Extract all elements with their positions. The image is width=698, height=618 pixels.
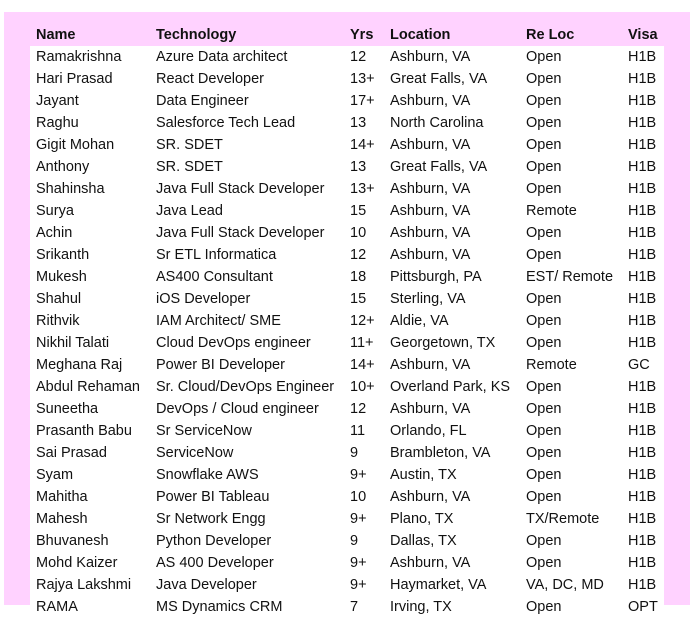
cell-location: Ashburn, VA (390, 555, 471, 571)
cell-years: 18 (350, 269, 367, 285)
cell-relocation: Open (526, 379, 562, 395)
cell-technology: Java Lead (156, 203, 223, 219)
cell-technology: Salesforce Tech Lead (156, 115, 296, 131)
table-row (30, 574, 664, 596)
cell-visa: H1B (628, 555, 657, 571)
cell-relocation: Open (526, 401, 562, 417)
cell-location: Irving, TX (390, 599, 452, 615)
cell-visa: H1B (628, 489, 657, 505)
cell-location: Ashburn, VA (390, 357, 471, 373)
cell-visa: H1B (628, 291, 657, 307)
cell-name: Nikhil Talati (36, 335, 110, 351)
cell-location: Great Falls, VA (390, 71, 488, 87)
cell-years: 9+ (350, 577, 367, 593)
table-row (30, 442, 664, 464)
cell-relocation: Open (526, 555, 562, 571)
table-row (30, 332, 664, 354)
table-row (30, 596, 664, 618)
cell-relocation: Open (526, 159, 562, 175)
table-row (30, 266, 664, 288)
cell-relocation: Open (526, 181, 562, 197)
cell-location: Ashburn, VA (390, 181, 471, 197)
cell-name: Mohd Kaizer (36, 555, 118, 571)
cell-years: 15 (350, 203, 367, 219)
table-row (30, 398, 664, 420)
cell-visa: H1B (628, 203, 657, 219)
cell-location: North Carolina (390, 115, 484, 131)
header-location: Location (390, 27, 451, 43)
cell-technology: MS Dynamics CRM (156, 599, 283, 615)
cell-name: Mahitha (36, 489, 88, 505)
table-body (30, 46, 664, 618)
table-row (30, 156, 664, 178)
cell-location: Ashburn, VA (390, 401, 471, 417)
cell-location: Ashburn, VA (390, 225, 471, 241)
table-row (30, 200, 664, 222)
cell-name: Hari Prasad (36, 71, 113, 87)
cell-technology: iOS Developer (156, 291, 251, 307)
cell-name: Sai Prasad (36, 445, 107, 461)
cell-technology: Java Developer (156, 577, 257, 593)
cell-visa: H1B (628, 423, 657, 439)
cell-location: Ashburn, VA (390, 247, 471, 263)
table-row (30, 222, 664, 244)
cell-relocation: Open (526, 599, 562, 615)
cell-visa: H1B (628, 181, 657, 197)
cell-location: Overland Park, KS (390, 379, 511, 395)
header-row (30, 24, 664, 46)
cell-technology: Python Developer (156, 533, 272, 549)
cell-years: 15 (350, 291, 367, 307)
cell-name: Prasanth Babu (36, 423, 132, 439)
table-row (30, 134, 664, 156)
cell-years: 10 (350, 225, 367, 241)
cell-technology: IAM Architect/ SME (156, 313, 281, 329)
cell-visa: H1B (628, 269, 657, 285)
cell-relocation: Open (526, 137, 562, 153)
cell-location: Orlando, FL (390, 423, 467, 439)
cell-name: Bhuvanesh (36, 533, 109, 549)
table-row (30, 68, 664, 90)
cell-relocation: Open (526, 489, 562, 505)
cell-name: Srikanth (36, 247, 90, 263)
table-frame (4, 12, 690, 615)
table-row (30, 552, 664, 574)
cell-relocation: Remote (526, 203, 577, 219)
cell-name: Achin (36, 225, 73, 241)
cell-years: 14+ (350, 357, 375, 373)
cell-location: Brambleton, VA (390, 445, 491, 461)
cell-name: Raghu (36, 115, 79, 131)
cell-visa: H1B (628, 533, 657, 549)
cell-location: Plano, TX (390, 511, 454, 527)
cell-relocation: Open (526, 533, 562, 549)
cell-technology: Sr Network Engg (156, 511, 266, 527)
cell-relocation: Open (526, 467, 562, 483)
cell-visa: H1B (628, 577, 657, 593)
table-row (30, 244, 664, 266)
cell-technology: Cloud DevOps engineer (156, 335, 311, 351)
table-row (30, 420, 664, 442)
cell-name: Gigit Mohan (36, 137, 115, 153)
cell-technology: ServiceNow (156, 445, 234, 461)
cell-relocation: Open (526, 225, 562, 241)
cell-name: Rithvik (36, 313, 80, 329)
cell-relocation: Open (526, 313, 562, 329)
cell-location: Great Falls, VA (390, 159, 488, 175)
cell-visa: H1B (628, 313, 657, 329)
cell-relocation: Open (526, 335, 562, 351)
cell-visa: H1B (628, 511, 657, 527)
cell-years: 9 (350, 533, 359, 549)
cell-location: Ashburn, VA (390, 93, 471, 109)
cell-relocation: Open (526, 115, 562, 131)
cell-technology: Data Engineer (156, 93, 249, 109)
cell-relocation: Open (526, 49, 562, 65)
cell-years: 13 (350, 115, 367, 131)
cell-years: 12+ (350, 313, 375, 329)
cell-visa: H1B (628, 137, 657, 153)
cell-relocation: Open (526, 423, 562, 439)
cell-name: Shahinsha (36, 181, 105, 197)
cell-technology: SR. SDET (156, 159, 223, 175)
cell-technology: Snowflake AWS (156, 467, 259, 483)
consultant-table (30, 24, 664, 618)
cell-years: 12 (350, 49, 367, 65)
cell-visa: H1B (628, 225, 657, 241)
cell-relocation: EST/ Remote (526, 269, 614, 285)
cell-technology: Java Full Stack Developer (156, 181, 325, 197)
cell-location: Dallas, TX (390, 533, 457, 549)
cell-name: Rajya Lakshmi (36, 577, 132, 593)
cell-visa: H1B (628, 93, 657, 109)
cell-years: 11 (350, 423, 366, 439)
cell-visa: OPT (628, 599, 658, 615)
header-technology: Technology (156, 27, 237, 43)
cell-years: 12 (350, 247, 367, 263)
table-row (30, 464, 664, 486)
header-name: Name (36, 27, 76, 43)
cell-visa: H1B (628, 401, 657, 417)
cell-name: Suneetha (36, 401, 99, 417)
cell-relocation: Open (526, 445, 562, 461)
cell-visa: GC (628, 357, 650, 373)
cell-location: Ashburn, VA (390, 49, 471, 65)
cell-visa: H1B (628, 49, 657, 65)
cell-location: Haymarket, VA (390, 577, 487, 593)
table-row (30, 112, 664, 134)
cell-name: Syam (36, 467, 74, 483)
cell-technology: SR. SDET (156, 137, 223, 153)
cell-years: 17+ (350, 93, 375, 109)
cell-technology: React Developer (156, 71, 264, 87)
cell-name: Surya (36, 203, 74, 219)
cell-name: Mahesh (36, 511, 88, 527)
cell-visa: H1B (628, 159, 657, 175)
cell-years: 10+ (350, 379, 375, 395)
cell-visa: H1B (628, 467, 657, 483)
cell-years: 14+ (350, 137, 375, 153)
table-row (30, 486, 664, 508)
header-visa: Visa (628, 27, 658, 43)
table-row (30, 90, 664, 112)
cell-years: 13+ (350, 71, 375, 87)
table-row (30, 288, 664, 310)
cell-visa: H1B (628, 71, 657, 87)
cell-name: Jayant (36, 93, 79, 109)
cell-technology: AS400 Consultant (156, 269, 273, 285)
cell-name: Shahul (36, 291, 82, 307)
cell-years: 10 (350, 489, 367, 505)
cell-technology: Sr ETL Informatica (156, 247, 277, 263)
table-row (30, 508, 664, 530)
cell-visa: H1B (628, 115, 657, 131)
cell-technology: Sr. Cloud/DevOps Engineer (156, 379, 335, 395)
cell-relocation: Open (526, 93, 562, 109)
cell-name: Mukesh (36, 269, 87, 285)
header-relocation: Re Loc (526, 27, 575, 43)
cell-name: Ramakrishna (36, 49, 122, 65)
cell-years: 13+ (350, 181, 375, 197)
header-years: Yrs (350, 27, 374, 43)
cell-location: Aldie, VA (390, 313, 449, 329)
cell-location: Ashburn, VA (390, 203, 471, 219)
cell-technology: Azure Data architect (156, 49, 288, 65)
cell-name: RAMA (36, 599, 78, 615)
cell-years: 9+ (350, 467, 367, 483)
cell-technology: Power BI Tableau (156, 489, 270, 505)
cell-years: 11+ (350, 335, 374, 351)
cell-visa: H1B (628, 379, 657, 395)
cell-relocation: Open (526, 291, 562, 307)
cell-location: Georgetown, TX (390, 335, 496, 351)
cell-visa: H1B (628, 335, 657, 351)
cell-visa: H1B (628, 247, 657, 263)
table-row (30, 530, 664, 552)
cell-years: 13 (350, 159, 367, 175)
cell-name: Anthony (36, 159, 90, 175)
cell-years: 12 (350, 401, 367, 417)
cell-relocation: VA, DC, MD (526, 577, 604, 593)
cell-technology: Sr ServiceNow (156, 423, 252, 439)
cell-years: 9+ (350, 511, 367, 527)
cell-location: Austin, TX (390, 467, 457, 483)
cell-relocation: TX/Remote (526, 511, 600, 527)
cell-years: 9 (350, 445, 359, 461)
cell-relocation: Remote (526, 357, 577, 373)
table-row (30, 46, 664, 68)
cell-visa: H1B (628, 445, 657, 461)
cell-location: Sterling, VA (390, 291, 466, 307)
cell-years: 7 (350, 599, 359, 615)
table-row (30, 178, 664, 200)
table-row (30, 310, 664, 332)
cell-years: 9+ (350, 555, 367, 571)
cell-technology: Power BI Developer (156, 357, 285, 373)
cell-location: Pittsburgh, PA (390, 269, 482, 285)
table-row (30, 376, 664, 398)
cell-name: Abdul Rehaman (36, 379, 140, 395)
cell-relocation: Open (526, 71, 562, 87)
cell-location: Ashburn, VA (390, 137, 471, 153)
cell-name: Meghana Raj (36, 357, 123, 373)
cell-location: Ashburn, VA (390, 489, 471, 505)
cell-technology: Java Full Stack Developer (156, 225, 325, 241)
cell-technology: DevOps / Cloud engineer (156, 401, 319, 417)
cell-relocation: Open (526, 247, 562, 263)
cell-technology: AS 400 Developer (156, 555, 274, 571)
table-row (30, 354, 664, 376)
